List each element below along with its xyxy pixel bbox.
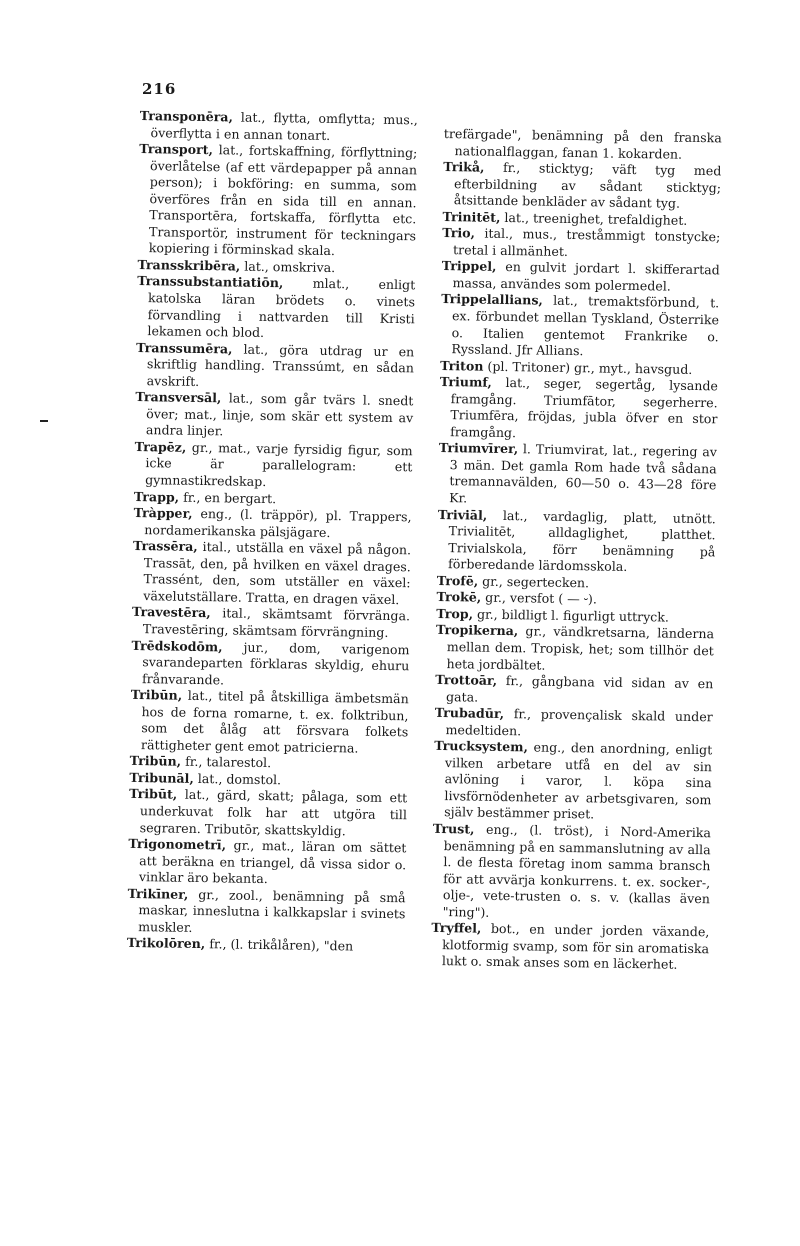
entry-headword: Trassēra, (133, 538, 198, 555)
dictionary-entry (137, 273, 416, 344)
entry-headword: Trippelallians, (441, 291, 543, 309)
entry-headword: Triton (440, 357, 484, 374)
dictionary-entry (129, 786, 408, 841)
entry-definition: gr., mat., varje fyrsidig figur, som icke är parallelogram: ett gymnastikredskap. (145, 439, 413, 490)
entry-headword: Tropikerna, (435, 622, 519, 639)
entry-definition: ital., skämtsamt förvränga. Travestēring, skämtsam förvrängning. (142, 605, 411, 640)
entry-headword: Tribūt, (129, 786, 178, 803)
entry-definition: lat., flytta, omflytta; mus., överflytta i en annan tonart. (150, 109, 418, 143)
entry-definition: lat., fortskaffning, förflyttning; överlåtelse (af ett värdepapper på annan person); i bokföring: en summa, som överföres från en sida till en annan. Transportēra, fortskaffa, förflytta etc. Transportör, instrument för teckningars kopiering i förminskad skala. (148, 142, 418, 259)
entry-definition: bot., en under jorden växande, klotformig svamp, som för sin aromatiska lukt o. smak anses som en läckerhet. (441, 920, 710, 973)
dictionary-entry (131, 604, 411, 642)
dictionary-entry (126, 935, 405, 956)
dictionary-entry (442, 225, 721, 262)
entry-headword: Trigonometrī, (128, 835, 227, 853)
entry-definition: eng., den anordning, enligt vilken arbetare utfå en del av sin avlöning i varor, l. köpa sina livsförnödenheter av arbetsgivaren, som själv bestämmer priset. (444, 739, 713, 822)
entry-definition: en gulvit jordart l. skifferartad massa, användes som polermedel. (452, 259, 720, 294)
dictionary-entry (139, 141, 418, 261)
entry-definition: gr., segertecken. (478, 573, 590, 591)
entry-headword: Trucksystem, (434, 738, 529, 755)
entry-headword: Transskribēra, (137, 256, 241, 274)
dictionary-entry (439, 374, 719, 444)
dictionary-entry (443, 159, 722, 213)
entry-definition: ital., mus., treståmmigt tonstycke; tretal i allmänhet. (452, 225, 721, 259)
right-column (431, 126, 722, 974)
entry-headword: Tràpper, (133, 505, 193, 522)
entry-headword: Trust, (432, 820, 475, 837)
entry-headword: Trapp, (133, 488, 180, 505)
dictionary-entry (136, 339, 415, 394)
entry-headword: Trubadūr, (434, 705, 505, 722)
dictionary-entry (432, 820, 712, 924)
dictionary-entry (434, 705, 713, 742)
entry-definition: fr., gångbana vid sidan av en gata. (445, 672, 714, 705)
dictionary-entry (435, 622, 715, 677)
entry-definition: fr., sticktyg; väft tyg med efterbildning av sådant sticktyg; åtsittande benkläder av sådant tyg. (453, 159, 722, 211)
dictionary-entry (127, 885, 406, 940)
entry-headword: Trinitēt, (442, 208, 501, 225)
page-number: 216 (142, 80, 177, 98)
entry-headword: Trikolōren, (126, 935, 206, 952)
left-column (127, 108, 418, 956)
entry-headword: Transsumēra, (136, 339, 233, 357)
entry-headword: Trop, (436, 605, 474, 622)
entry-definition: lat., vardaglig, platt, utnött. Trivialitēt, alldaglighet, platthet. Trivialskola, förr benämning på förberedande lärdomsskola. (448, 507, 716, 575)
entry-headword: Trottoār, (435, 671, 498, 688)
entry-definition: l. Triumvirat, lat., regering av 3 män. Det gamla Rom hade två sådana tremannavälden, 60—50 o. 43—28 före Kr. (449, 441, 718, 506)
dictionary-entry (443, 126, 722, 163)
entry-definition: gr., vändkretsarna, länderna mellan dem. Tropisk, het; som tillhör det heta jordbältet. (446, 623, 715, 673)
entry-definition: lat., gärd, skatt; pålaga, som ett underkuvat folk har att utgöra till segraren. Tributōr, skattskyldig. (139, 787, 408, 838)
entry-definition: fr., provençalisk skald under medeltiden. (445, 706, 713, 738)
entry-definition: gr., bildligt l. figurligt uttryck. (472, 606, 670, 625)
entry-headword: Transversāl, (135, 389, 222, 406)
dictionary-entry (134, 438, 413, 493)
dictionary-entry (434, 738, 713, 825)
dictionary-entry (133, 505, 412, 542)
entry-definition: mlat., enligt katolska läran brödets o. vinets förvandling i nattvarden till Kristi lekamen och blod. (147, 275, 416, 341)
dictionary-entry (437, 506, 716, 577)
entry-definition: jur., dom, varigenom svarandeparten förklaras skyldig, ehuru frånvarande. (141, 638, 410, 687)
entry-headword: Transport, (139, 141, 214, 158)
entry-headword: Transsubstantiatiōn, (137, 273, 284, 291)
entry-headword: Triumf, (439, 374, 492, 390)
entry-definition: fr., talarestol. (181, 754, 272, 771)
entry-definition: lat., som går tvärs l. snedt över; mat., linje, som skär ett system av andra linjer. (145, 390, 414, 439)
entry-definition: trefärgade", benämning på den franska nationalflaggan, fanan 1. kokarden. (443, 126, 722, 162)
entry-definition: lat., tremaktsförbund, t. ex. förbundet mellan Tyskland, Österrike o. Italien gentemot Frankrike o. Ryssland. Jfr Allians. (451, 293, 720, 359)
entry-definition: lat., treenighet, trefaldighet. (500, 209, 688, 228)
dictionary-entry (438, 440, 718, 511)
margin-mark (40, 420, 48, 422)
entry-headword: Trapēz, (134, 438, 187, 455)
dictionary-entry (133, 538, 412, 608)
entry-headword: Tribunāl, (129, 769, 194, 786)
entry-definition: ital., utställa en växel på någon. Trassāt, den, på hvilken en växel drages. Trassént, den, som utställer en växel: växelutställare. Tratta, en dragen växel. (143, 539, 412, 607)
entry-definition: gr., mat., läran om sättet att beräkna en triangel, då vissa sidor o. vinklar äro bekanta. (138, 837, 407, 887)
entry-headword: Triviāl, (437, 506, 488, 523)
entry-headword: Transponēra, (139, 108, 234, 125)
entry-headword: Trio, (442, 225, 476, 241)
dictionary-entry (130, 687, 409, 757)
entry-headword: Trippel, (441, 258, 497, 275)
entry-definition: gr., versfot ( — ⏑). (481, 589, 598, 607)
entry-headword: Tribūn, (129, 753, 182, 770)
dictionary-entry (131, 637, 410, 692)
dictionary-entry (128, 835, 407, 890)
entry-definition: lat., göra utdrag ur en skriftlig handling. Transsúmt, en sådan avskrift. (146, 341, 415, 389)
dictionary-entry (441, 291, 720, 362)
entry-headword: Trikīner, (127, 885, 189, 902)
entry-definition: fr., en bergart. (179, 489, 277, 506)
entry-headword: Trofē, (436, 572, 479, 589)
entry-headword: Trēdskodōm, (131, 637, 223, 654)
entry-headword: Trikå, (443, 159, 485, 175)
entry-definition: eng., (l. tröst), i Nord-Amerika benämning på en sammanslutning av alla l. de flesta företag inom samma bransch för att avvärja konkurrens. t. ex. socker-, olje-, vete-trusten o. s. v. (kallas även "ring"). (442, 821, 712, 920)
dictionary-entry (139, 108, 418, 145)
entry-definition: (pl. Tritoner) gr., myt., havsgud. (483, 358, 693, 377)
entry-headword: Travestēra, (131, 604, 211, 621)
entry-definition: lat., seger, segertåg, lysande framgång. Triumfātor, segerherre. Triumfēra, fröjdas, jubla öfver en stor framgång. (450, 374, 719, 441)
entry-headword: Trokē, (436, 589, 482, 605)
entry-definition: lat., titel på åtskilliga ämbetsmän hos de forna romarne, t. ex. folktribun, som det ålåg att försvara folkets rättigheter gent emot patricierna. (140, 687, 409, 756)
entry-definition: gr., zool., benämning på små maskar, inneslutna i kalkkapslar i svinets muskler. (138, 886, 406, 935)
entry-headword: Tryffel, (431, 920, 482, 936)
entry-definition: lat., domstol. (193, 770, 282, 788)
entry-definition: lat., omskriva. (240, 258, 336, 276)
dictionary-entry (135, 389, 414, 443)
entry-headword: Triumvīrer, (438, 440, 519, 457)
dictionary-entry (441, 258, 720, 296)
dictionary-entry (431, 920, 710, 974)
entry-headword: Tribūn, (130, 687, 183, 703)
entry-definition: eng., (l. träppör), pl. Trappers, nordamerikanska pälsjägare. (144, 506, 412, 540)
entry-definition: fr., (l. trikålåren), "den (205, 936, 354, 954)
dictionary-entry (435, 671, 714, 709)
